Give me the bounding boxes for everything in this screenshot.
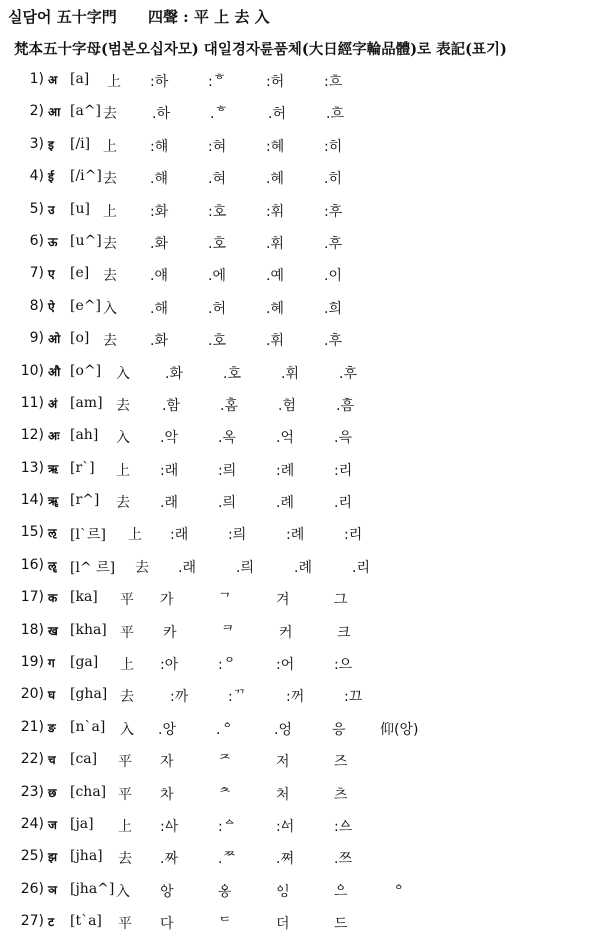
korean-reading: 차 bbox=[160, 786, 174, 803]
korean-reading: :히 bbox=[324, 138, 343, 155]
romanization: [gha] bbox=[70, 686, 108, 703]
korean-reading: .휘 bbox=[281, 365, 299, 382]
korean-reading: 크 bbox=[337, 624, 351, 641]
siddham-glyph: ऌ bbox=[48, 526, 57, 541]
romanization: [ga] bbox=[70, 654, 99, 671]
korean-reading: .리 bbox=[334, 495, 352, 512]
korean-reading: .윽 bbox=[334, 430, 352, 447]
korean-reading: .허 bbox=[208, 300, 226, 317]
siddham-glyph: ग bbox=[48, 656, 55, 671]
siddham-glyph: ऊ bbox=[48, 234, 58, 249]
tone-mark: 上 bbox=[120, 657, 134, 674]
korean-reading: 커 bbox=[279, 624, 293, 641]
row-number: 12) bbox=[20, 427, 44, 444]
siddham-glyph: ङ bbox=[48, 720, 56, 735]
korean-reading: .쯔 bbox=[334, 851, 352, 868]
korean-reading: :래 bbox=[170, 527, 189, 544]
korean-reading: :ᅀᅥ bbox=[276, 818, 295, 835]
korean-reading: :후 bbox=[324, 203, 343, 220]
korean-reading: 저 bbox=[276, 754, 290, 771]
korean-reading: :ᄋ bbox=[218, 657, 237, 674]
korean-reading: :아 bbox=[160, 657, 179, 674]
table-row bbox=[0, 192, 595, 224]
korean-reading: .예 bbox=[266, 268, 284, 285]
korean-reading: ᄃ bbox=[218, 916, 232, 933]
korean-reading: :허 bbox=[266, 74, 285, 90]
tone-mark: 去 bbox=[135, 559, 149, 576]
table-row bbox=[0, 256, 595, 288]
row-number: 18) bbox=[20, 621, 44, 638]
row-number: 27) bbox=[20, 913, 44, 930]
korean-reading: .햬 bbox=[150, 171, 168, 188]
korean-reading: :끄 bbox=[344, 689, 363, 706]
tone-mark: 上 bbox=[116, 462, 130, 479]
romanization: [ah] bbox=[70, 427, 99, 444]
romanization: [a] bbox=[70, 71, 90, 87]
tone-mark: 上 bbox=[103, 138, 117, 155]
korean-reading: .앙 bbox=[158, 721, 176, 738]
row-number: 25) bbox=[20, 848, 44, 865]
siddham-glyph: झ bbox=[48, 850, 58, 865]
korean-reading: :ᄁ bbox=[228, 689, 247, 706]
romanization: [r`] bbox=[70, 459, 95, 476]
row-number: 7) bbox=[29, 265, 44, 282]
korean-reading: :리 bbox=[344, 527, 363, 544]
tone-mark: 去 bbox=[116, 495, 130, 512]
siddham-glyph: आ bbox=[48, 105, 61, 120]
row-number: 6) bbox=[29, 232, 44, 249]
row-number: 21) bbox=[20, 718, 44, 735]
row-number: 2) bbox=[29, 103, 44, 120]
table-row bbox=[0, 904, 595, 936]
korean-reading: .흠 bbox=[336, 397, 354, 414]
row-number: 22) bbox=[20, 751, 44, 768]
siddham-glyph: ख bbox=[48, 623, 58, 638]
siddham-glyph: उ bbox=[48, 202, 55, 217]
korean-reading: .혀 bbox=[208, 171, 226, 188]
korean-reading: ᅌᅳ bbox=[334, 883, 348, 900]
table-row bbox=[0, 94, 595, 126]
tone-mark: 入 bbox=[116, 430, 130, 447]
siddham-glyph: अ bbox=[48, 73, 58, 87]
korean-reading: ᄎ bbox=[218, 786, 232, 803]
siddham-glyph: अः bbox=[48, 429, 60, 444]
korean-reading: 츠 bbox=[334, 786, 348, 803]
table-row bbox=[0, 62, 595, 94]
korean-reading: :ᅀᅳ bbox=[334, 818, 353, 835]
document-subtitle: 梵本五十字母(범본오십자모) 대일경자륜품체(大日經字輪品體)로 表記(표기) bbox=[14, 41, 507, 58]
row-number: 8) bbox=[29, 297, 44, 314]
romanization: [jha^] bbox=[70, 880, 115, 897]
table-row bbox=[0, 548, 595, 580]
table-row bbox=[0, 127, 595, 159]
korean-reading: .억 bbox=[276, 430, 294, 447]
table-row bbox=[0, 580, 595, 612]
table-row bbox=[0, 677, 595, 709]
korean-reading: .엉 bbox=[274, 721, 292, 738]
table-row bbox=[0, 872, 595, 904]
korean-reading: .휘 bbox=[266, 333, 284, 350]
romanization: [jha] bbox=[70, 848, 103, 865]
table-row bbox=[0, 321, 595, 353]
table-row bbox=[0, 224, 595, 256]
korean-reading: .ᅌ bbox=[216, 721, 234, 738]
tone-mark: 入 bbox=[116, 365, 130, 382]
row-number: 13) bbox=[20, 459, 44, 476]
romanization: [/i^] bbox=[70, 168, 102, 185]
romanization: [ja] bbox=[70, 815, 94, 832]
title-main: 실담어 五十字門 bbox=[8, 8, 117, 26]
row-number: 24) bbox=[20, 815, 44, 832]
korean-reading: .례 bbox=[276, 495, 294, 512]
korean-reading: ᄀ bbox=[218, 592, 232, 609]
korean-reading: .화 bbox=[165, 365, 183, 382]
korean-reading: :래 bbox=[160, 462, 179, 479]
title-tones: 四聲 : 平 上 去 入 bbox=[147, 8, 270, 26]
syllable-table bbox=[0, 62, 595, 937]
tone-mark: 平 bbox=[118, 916, 132, 933]
korean-reading: .릐 bbox=[236, 559, 254, 576]
korean-reading: .화 bbox=[150, 333, 168, 350]
siddham-glyph: क bbox=[48, 591, 58, 606]
korean-reading: 드 bbox=[334, 916, 348, 933]
row-number: 19) bbox=[20, 654, 44, 671]
table-row bbox=[0, 807, 595, 839]
korean-reading: .짜 bbox=[160, 851, 178, 868]
romanization: [l^ 르] bbox=[70, 559, 116, 576]
korean-reading: .허 bbox=[268, 106, 286, 123]
korean-reading: :ᅀᅡ bbox=[160, 818, 179, 835]
siddham-glyph: च bbox=[48, 753, 56, 768]
tone-mark: 平 bbox=[118, 786, 132, 803]
row-number: 3) bbox=[29, 135, 44, 152]
korean-reading: 그 bbox=[334, 592, 348, 609]
korean-reading: ᅌᅩᆼ bbox=[218, 883, 232, 900]
korean-reading: .리 bbox=[352, 559, 370, 576]
korean-reading: .ᄒ bbox=[210, 106, 228, 123]
korean-reading: .험 bbox=[278, 397, 296, 414]
korean-reading: :혀 bbox=[208, 138, 227, 155]
siddham-glyph: अं bbox=[48, 396, 58, 411]
table-row bbox=[0, 159, 595, 191]
table-row bbox=[0, 354, 595, 386]
tone-mark: 入 bbox=[116, 883, 130, 900]
tone-mark: 上 bbox=[103, 203, 117, 220]
siddham-glyph: घ bbox=[48, 688, 56, 703]
row-number: 10) bbox=[20, 362, 44, 379]
table-row bbox=[0, 613, 595, 645]
korean-reading: :혜 bbox=[266, 138, 285, 155]
korean-reading: :릐 bbox=[228, 527, 247, 544]
korean-reading: 다 bbox=[160, 916, 174, 933]
romanization: [ka] bbox=[70, 589, 98, 606]
korean-reading: .호 bbox=[208, 333, 226, 350]
korean-reading: :휘 bbox=[266, 203, 285, 220]
korean-reading: ᅌᅵᆼ bbox=[276, 883, 290, 900]
korean-reading: ᄏ bbox=[221, 624, 235, 641]
row-number: 17) bbox=[20, 589, 44, 606]
table-row bbox=[0, 742, 595, 774]
korean-reading: ᄌ bbox=[218, 754, 232, 771]
siddham-glyph: ऋ bbox=[48, 461, 59, 476]
tone-mark: 去 bbox=[120, 689, 134, 706]
korean-reading: .래 bbox=[178, 559, 196, 576]
tone-mark: 去 bbox=[103, 268, 117, 285]
korean-reading: :어 bbox=[276, 657, 295, 674]
korean-reading: .이 bbox=[324, 268, 342, 285]
korean-reading: 仰(앙) bbox=[380, 721, 419, 738]
korean-reading: :흐 bbox=[324, 74, 343, 90]
tone-mark: 上 bbox=[118, 818, 132, 835]
korean-reading: :호 bbox=[208, 203, 227, 220]
korean-reading: :례 bbox=[276, 462, 295, 479]
row-number: 23) bbox=[20, 783, 44, 800]
korean-reading: .쪄 bbox=[276, 851, 294, 868]
row-number: 1) bbox=[29, 71, 44, 87]
siddham-glyph: ॠ bbox=[48, 494, 59, 509]
siddham-glyph: ओ bbox=[48, 332, 61, 347]
korean-reading: .옥 bbox=[218, 430, 236, 447]
romanization: [t`a] bbox=[70, 913, 102, 930]
korean-reading: ᅌᅡᆼ bbox=[160, 883, 174, 900]
romanization: [/i] bbox=[70, 135, 91, 152]
korean-reading: .래 bbox=[160, 495, 178, 512]
korean-reading: .후 bbox=[324, 235, 342, 252]
romanization: [ca] bbox=[70, 751, 98, 768]
romanization: [o^] bbox=[70, 362, 102, 379]
korean-reading: .히 bbox=[324, 171, 342, 188]
tone-mark: 去 bbox=[103, 333, 117, 350]
korean-reading: :ᅀ bbox=[218, 818, 237, 835]
korean-reading: .에 bbox=[208, 268, 226, 285]
korean-reading: :화 bbox=[150, 203, 169, 220]
siddham-glyph: छ bbox=[48, 785, 57, 800]
korean-reading: .흐 bbox=[326, 106, 344, 123]
romanization: [a^] bbox=[70, 103, 102, 120]
row-number: 15) bbox=[20, 524, 44, 541]
korean-reading: 카 bbox=[163, 624, 177, 641]
korean-reading: 겨 bbox=[276, 592, 290, 609]
row-number: 4) bbox=[29, 168, 44, 185]
korean-reading: .혜 bbox=[266, 300, 284, 317]
korean-reading: .얘 bbox=[150, 268, 168, 285]
row-number: 9) bbox=[29, 330, 44, 347]
korean-reading: 자 bbox=[160, 754, 174, 771]
korean-reading: .혜 bbox=[266, 171, 284, 188]
tone-mark: 去 bbox=[118, 851, 132, 868]
romanization: [r^] bbox=[70, 492, 100, 509]
table-row bbox=[0, 483, 595, 515]
korean-reading: 즈 bbox=[334, 754, 348, 771]
tone-mark: 平 bbox=[118, 754, 132, 771]
romanization: [kha] bbox=[70, 621, 107, 638]
tone-mark: 平 bbox=[120, 592, 134, 609]
table-row bbox=[0, 645, 595, 677]
korean-reading: .호 bbox=[208, 235, 226, 252]
romanization: [n`a] bbox=[70, 718, 106, 735]
korean-reading: :꺼 bbox=[286, 689, 305, 706]
korean-reading: .례 bbox=[294, 559, 312, 576]
korean-reading: .홈 bbox=[220, 397, 238, 414]
korean-reading: .릐 bbox=[218, 495, 236, 512]
romanization: [e^] bbox=[70, 297, 101, 314]
korean-reading: :릐 bbox=[218, 462, 237, 479]
siddham-glyph: औ bbox=[48, 364, 61, 379]
siddham-glyph: ॡ bbox=[48, 558, 57, 573]
korean-reading: 응 bbox=[332, 721, 346, 738]
romanization: [u^] bbox=[70, 232, 102, 249]
row-number: 11) bbox=[20, 394, 44, 411]
document-title bbox=[8, 6, 278, 27]
siddham-glyph: ज bbox=[48, 817, 57, 832]
korean-reading: :으 bbox=[334, 657, 353, 674]
tone-mark: 平 bbox=[120, 624, 134, 641]
tone-mark: 去 bbox=[103, 235, 117, 252]
korean-reading: .하 bbox=[152, 106, 170, 123]
korean-reading: :까 bbox=[170, 689, 189, 706]
siddham-glyph: ञ bbox=[48, 882, 57, 897]
siddham-glyph: इ bbox=[48, 137, 54, 152]
tone-mark: 去 bbox=[116, 397, 130, 414]
siddham-glyph: ट bbox=[48, 915, 55, 930]
tone-mark: 上 bbox=[128, 527, 142, 544]
korean-reading: 처 bbox=[276, 786, 290, 803]
korean-reading: .함 bbox=[162, 397, 180, 414]
tone-mark: 入 bbox=[120, 721, 134, 738]
siddham-glyph: ऐ bbox=[48, 299, 55, 314]
korean-reading: 더 bbox=[276, 916, 290, 933]
table-row bbox=[0, 515, 595, 547]
korean-reading: :리 bbox=[334, 462, 353, 479]
siddham-glyph: ए bbox=[48, 267, 55, 282]
table-row bbox=[0, 775, 595, 807]
korean-reading: .악 bbox=[160, 430, 178, 447]
korean-reading: ᅌ bbox=[392, 883, 406, 900]
romanization: [u] bbox=[70, 200, 90, 217]
korean-reading: .화 bbox=[150, 235, 168, 252]
siddham-glyph: ई bbox=[48, 170, 54, 185]
table-row bbox=[0, 451, 595, 483]
row-number: 16) bbox=[20, 556, 44, 573]
korean-reading: .휘 bbox=[266, 235, 284, 252]
korean-reading: 가 bbox=[160, 592, 174, 609]
row-number: 5) bbox=[29, 200, 44, 217]
tone-mark: 去 bbox=[103, 106, 117, 123]
table-row bbox=[0, 289, 595, 321]
romanization: [am] bbox=[70, 394, 103, 411]
korean-reading: :ᄒ bbox=[208, 74, 227, 90]
korean-reading: .후 bbox=[339, 365, 357, 382]
tone-mark: 入 bbox=[103, 300, 117, 317]
table-row bbox=[0, 710, 595, 742]
romanization: [l`르] bbox=[70, 527, 106, 544]
table-row bbox=[0, 386, 595, 418]
table-row bbox=[0, 418, 595, 450]
row-number: 20) bbox=[20, 686, 44, 703]
korean-reading: .호 bbox=[223, 365, 241, 382]
korean-reading: :햬 bbox=[150, 138, 169, 155]
korean-reading: :하 bbox=[150, 74, 169, 90]
row-number: 14) bbox=[20, 492, 44, 509]
table-row bbox=[0, 839, 595, 871]
romanization: [e] bbox=[70, 265, 90, 282]
romanization: [cha] bbox=[70, 783, 107, 800]
tone-mark: 上 bbox=[107, 74, 121, 90]
korean-reading: .해 bbox=[150, 300, 168, 317]
korean-reading: .후 bbox=[324, 333, 342, 350]
korean-reading: .ᄍ bbox=[218, 851, 236, 868]
row-number: 26) bbox=[20, 880, 44, 897]
korean-reading: .희 bbox=[324, 300, 342, 317]
korean-reading: :례 bbox=[286, 527, 305, 544]
tone-mark: 去 bbox=[103, 171, 117, 188]
romanization: [o] bbox=[70, 330, 90, 347]
